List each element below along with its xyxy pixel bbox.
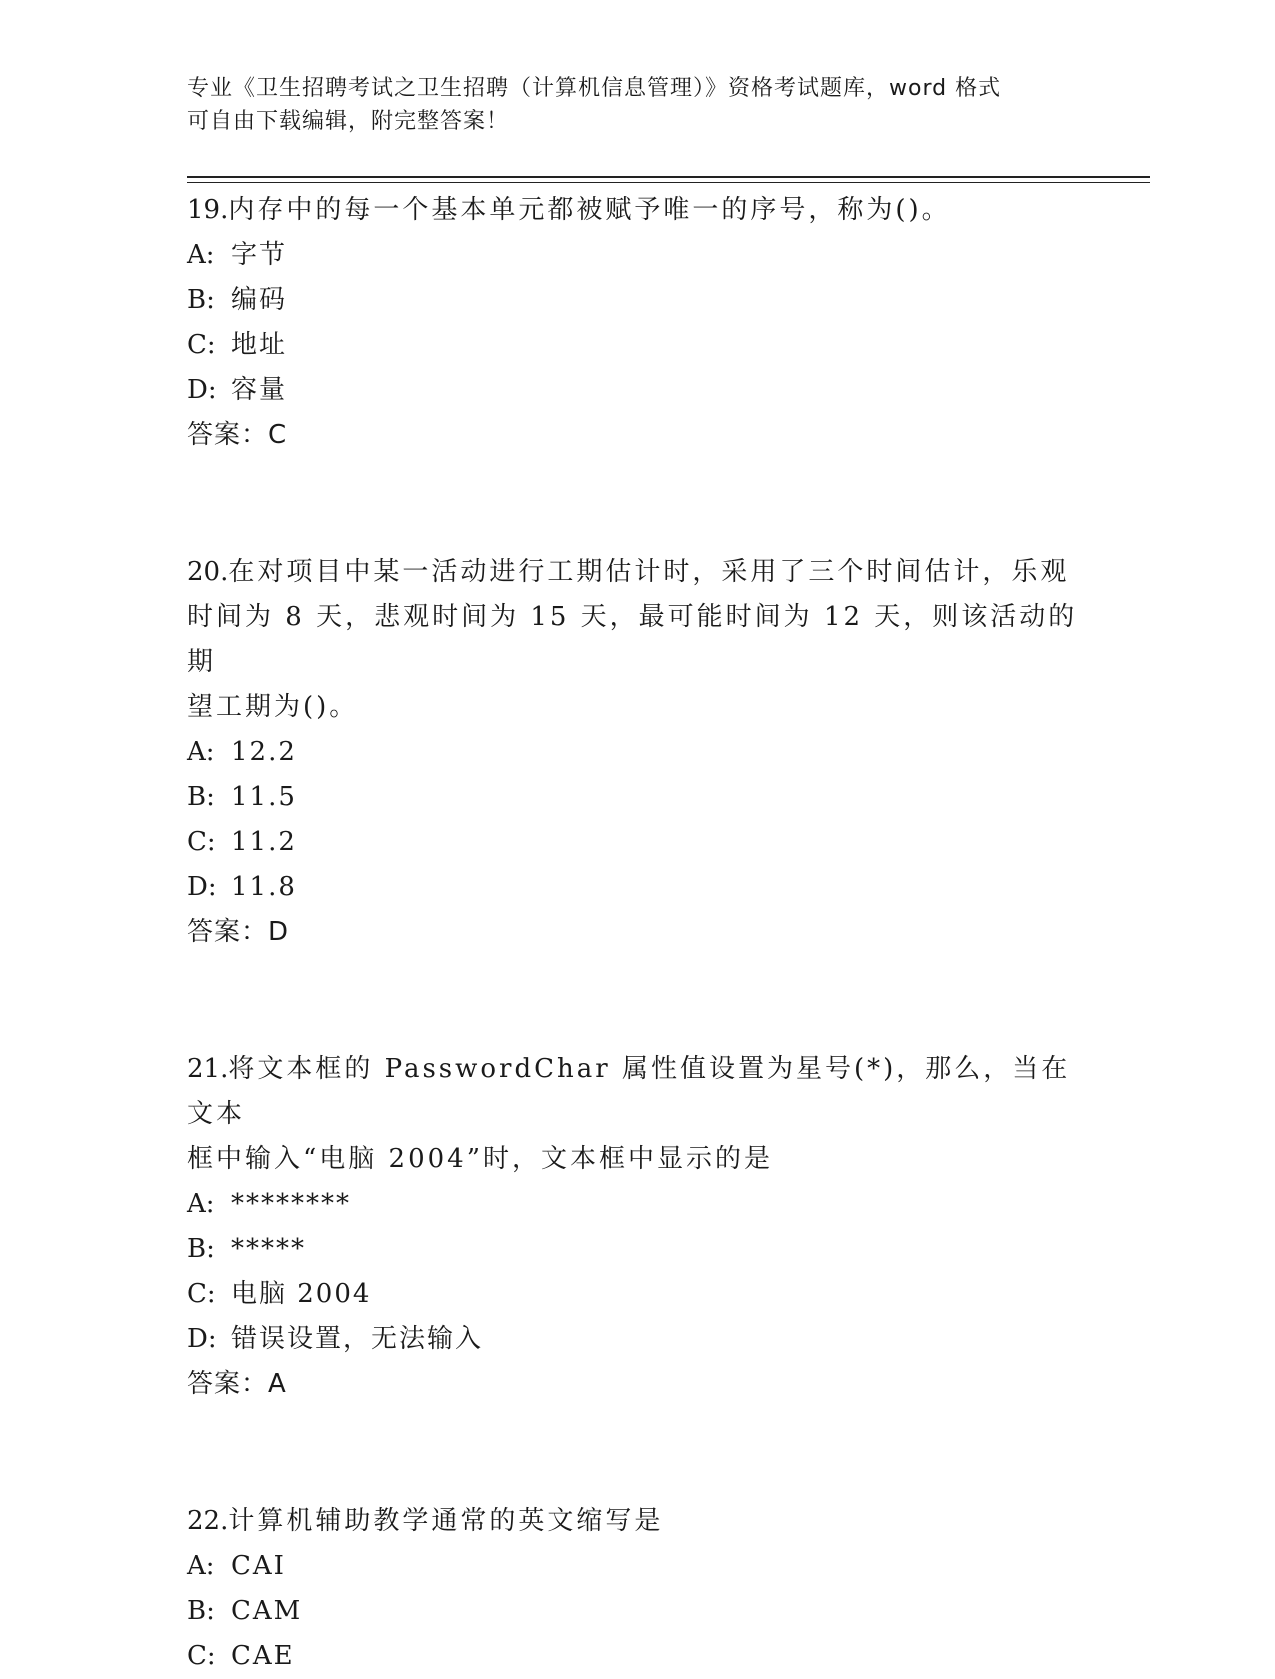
- question-stem-continued: 望工期为()。: [187, 692, 359, 722]
- option-text: 12.2: [231, 737, 297, 767]
- option-letter: C:: [187, 330, 216, 360]
- option-d: [187, 1317, 1087, 1362]
- option-text: 字节: [231, 240, 288, 270]
- option-c: [187, 1634, 1087, 1679]
- option-text: 编码: [231, 285, 288, 315]
- option-text: 电脑 2004: [231, 1279, 372, 1309]
- option-text: 错误设置，无法输入: [231, 1324, 484, 1354]
- question-number: 19.: [187, 195, 229, 225]
- option-text: CAE: [231, 1641, 295, 1671]
- option-text: 地址: [231, 330, 288, 360]
- option-d: [187, 865, 1087, 910]
- option-b: [187, 278, 1087, 323]
- option-c: [187, 1272, 1087, 1317]
- header-line-1: 专业《卫生招聘考试之卫生招聘（计算机信息管理）》资格考试题库，word 格式: [187, 76, 1002, 101]
- option-text: *****: [231, 1234, 306, 1264]
- option-letter: B:: [187, 782, 215, 812]
- option-letter: B:: [187, 1596, 215, 1626]
- answer-line: 答案：C: [187, 420, 288, 450]
- question-22: [187, 1499, 1087, 1679]
- option-text: ********: [231, 1189, 351, 1219]
- header-line-2: 可自由下载编辑，附完整答案！: [187, 109, 510, 134]
- option-text: 11.8: [231, 872, 297, 902]
- question-20: [187, 550, 1087, 955]
- option-letter: A:: [187, 1551, 215, 1581]
- question-number: 22.: [187, 1506, 229, 1536]
- answer-line: 答案：A: [187, 1369, 287, 1399]
- option-text: 11.5: [231, 782, 297, 812]
- option-text: 容量: [231, 375, 288, 405]
- option-a: [187, 1182, 1087, 1227]
- question-19: [187, 188, 1087, 458]
- document-header: [187, 72, 1067, 138]
- question-stem: [187, 1047, 1087, 1137]
- option-text: CAM: [231, 1596, 303, 1626]
- option-c: [187, 820, 1087, 865]
- question-stem-line: 计算机辅助教学通常的英文缩写是: [228, 1506, 664, 1536]
- question-21: [187, 1047, 1087, 1407]
- question-stem-line: 将文本框的 PasswordChar 属性值设置为星号(*)，那么，当在文本: [187, 1054, 1071, 1129]
- question-list: [187, 188, 1087, 1679]
- header-divider-thick: [187, 176, 1150, 178]
- option-b: [187, 1589, 1087, 1634]
- option-b: [187, 1227, 1087, 1272]
- question-number: 21.: [187, 1054, 229, 1084]
- option-d: [187, 368, 1087, 413]
- option-text: CAI: [231, 1551, 286, 1581]
- option-letter: B:: [187, 1234, 215, 1264]
- option-a: [187, 730, 1087, 775]
- question-stem: [187, 188, 1087, 233]
- option-letter: C:: [187, 827, 216, 857]
- option-b: [187, 775, 1087, 820]
- question-number: 20.: [187, 557, 229, 587]
- question-stem-continued: 时间为 8 天，悲观时间为 15 天，最可能时间为 12 天，则该活动的期: [187, 602, 1078, 677]
- option-c: [187, 323, 1087, 368]
- question-stem: [187, 1499, 1087, 1544]
- option-letter: D:: [187, 375, 217, 405]
- question-spacer: [187, 1407, 1087, 1499]
- option-letter: A:: [187, 240, 215, 270]
- option-letter: A:: [187, 1189, 215, 1219]
- option-letter: D:: [187, 872, 217, 902]
- option-a: [187, 233, 1087, 278]
- option-letter: B:: [187, 285, 215, 315]
- question-stem-line: 在对项目中某一活动进行工期估计时，采用了三个时间估计，乐观: [228, 557, 1070, 587]
- question-spacer: [187, 955, 1087, 1047]
- option-text: 11.2: [231, 827, 297, 857]
- question-stem-continued: 框中输入“电脑 2004”时，文本框中显示的是: [187, 1144, 774, 1174]
- option-letter: C:: [187, 1279, 216, 1309]
- option-letter: C:: [187, 1641, 216, 1671]
- question-spacer: [187, 458, 1087, 550]
- option-letter: D:: [187, 1324, 217, 1354]
- question-stem-line: 内存中的每一个基本单元都被赋予唯一的序号，称为()。: [228, 195, 951, 225]
- answer-line: 答案：D: [187, 917, 290, 947]
- option-letter: A:: [187, 737, 215, 767]
- question-stem: [187, 550, 1087, 595]
- option-a: [187, 1544, 1087, 1589]
- header-divider-thin: [187, 182, 1150, 183]
